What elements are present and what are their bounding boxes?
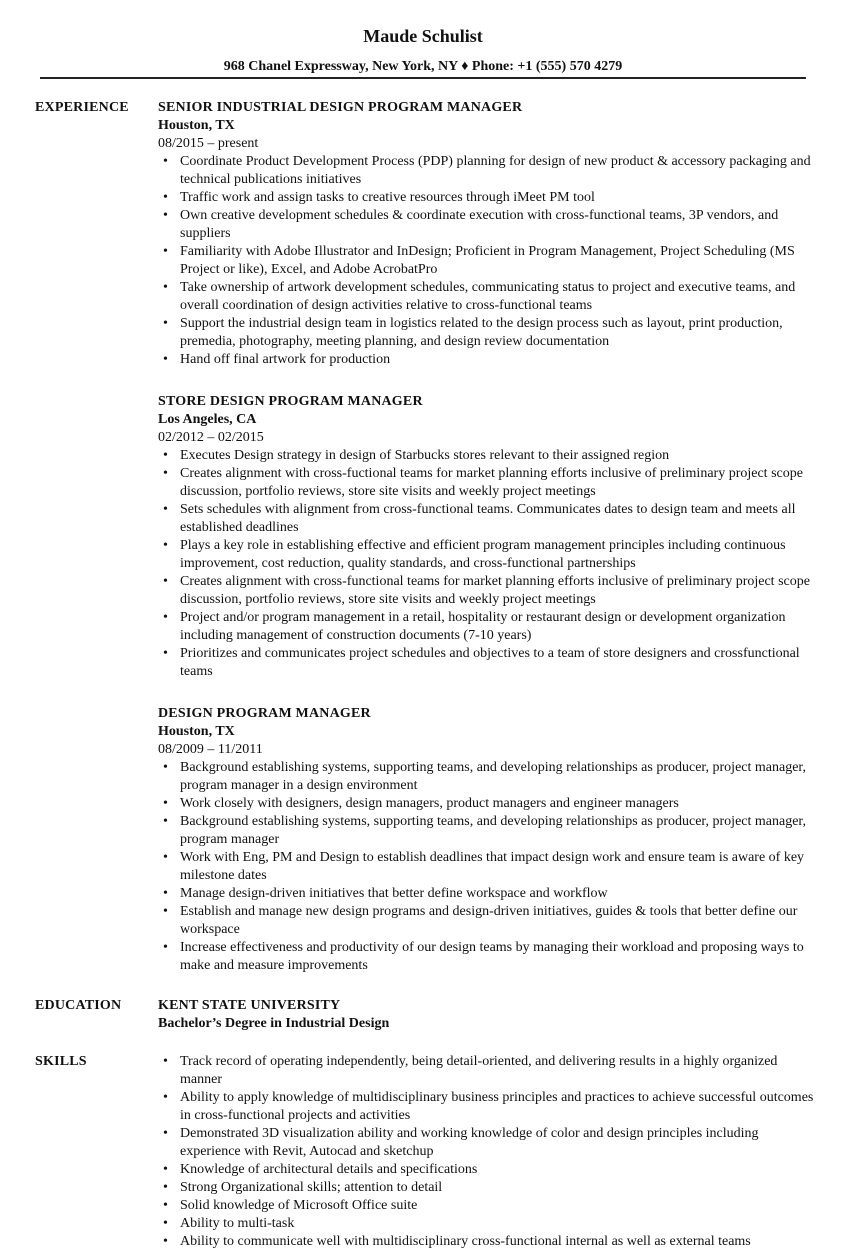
list-item: • Manage design-driven initiatives that better define workspace and workflow (180, 885, 818, 903)
skills-list-wrap (158, 1053, 818, 1251)
list-item: • Own creative development schedules & coordinate execution with cross-functional teams, 3P vendors, and suppliers (180, 207, 818, 243)
list-item: • Establish and manage new design programs and design-driven initiatives, guides & tools that better define our workspace (180, 903, 818, 939)
list-item: • Background establishing systems, supporting teams, and developing relationships as producer, project manager, program manager in a design environment (180, 759, 818, 795)
job-title: DESIGN PROGRAM MANAGER (158, 706, 371, 721)
job-dates: 02/2012 – 02/2015 (158, 430, 264, 445)
education-entry (158, 997, 818, 1033)
job-location: Houston, TX (158, 118, 235, 133)
list-item: • Creates alignment with cross-functional teams for market planning efforts inclusive of preliminary project scope discussion, portfolio reviews, store site visits and weekly project meetings (180, 573, 818, 609)
skills-list (158, 1053, 818, 1251)
list-item: • Coordinate Product Development Process (PDP) planning for design of new product & accessory packaging and technical publications initiatives (180, 153, 818, 189)
list-item: • Ability to communicate well with multidisciplinary cross-functional internal as well as external teams (180, 1233, 818, 1251)
job-location: Los Angeles, CA (158, 412, 257, 427)
contact-line: 968 Chanel Expressway, New York, NY ♦ Phone: +1 (555) 570 4279 (223, 59, 623, 74)
list-item: • Hand off final artwork for production (180, 351, 818, 369)
list-item: • Solid knowledge of Microsoft Office suite (180, 1197, 818, 1215)
list-item: • Ability to apply knowledge of multidisciplinary business principles and practices to achieve successful outcomes in cross-functional projects and activities (180, 1089, 818, 1125)
list-item: • Take ownership of artwork development schedules, communicating status to project and executive teams, and overall coordination of design activities relative to cross-functional teams (180, 279, 818, 315)
education-heading: EDUCATION (35, 998, 122, 1013)
job-entry (158, 99, 818, 369)
list-item: • Knowledge of architectural details and specifications (180, 1161, 818, 1179)
list-item: • Traffic work and assign tasks to creative resources through iMeet PM tool (180, 189, 818, 207)
list-item: • Prioritizes and communicates project schedules and objectives to a team of store designers and crossfunctional teams (180, 645, 818, 681)
job-dates: 08/2015 – present (158, 136, 259, 151)
job-bullets (158, 447, 818, 681)
experience-list (158, 99, 818, 999)
job-bullets (158, 759, 818, 975)
list-item: • Familiarity with Adobe Illustrator and InDesign; Proficient in Program Management, Project Scheduling (MS Project or like), Excel, and Adobe AcrobatPro (180, 243, 818, 279)
job-location: Houston, TX (158, 724, 235, 739)
header-divider (40, 77, 806, 79)
list-item: • Creates alignment with cross-fuctional teams for market planning efforts inclusive of preliminary project scope discussion, portfolio reviews, store site visits and weekly project meetings (180, 465, 818, 501)
job-title: STORE DESIGN PROGRAM MANAGER (158, 394, 423, 409)
list-item: • Work with Eng, PM and Design to establish deadlines that impact design work and ensure team is aware of key milestone dates (180, 849, 818, 885)
list-item: • Support the industrial design team in logistics related to the design process such as layout, print production, premedia, photography, meeting planning, and design review documentation (180, 315, 818, 351)
list-item: • Background establishing systems, supporting teams, and developing relationships as producer, project manager, program manager (180, 813, 818, 849)
degree-name: Bachelor’s Degree in Industrial Design (158, 1016, 390, 1031)
list-item: • Increase effectiveness and productivity of our design teams by managing their workload and proposing ways to make and measure improvements (180, 939, 818, 975)
skills-heading: SKILLS (35, 1054, 87, 1069)
list-item: • Ability to multi-task (180, 1215, 818, 1233)
job-entry (158, 705, 818, 975)
list-item: • Strong Organizational skills; attention to detail (180, 1179, 818, 1197)
list-item: • Work closely with designers, design managers, product managers and engineer managers (180, 795, 818, 813)
experience-heading: EXPERIENCE (35, 100, 129, 115)
list-item: • Project and/or program management in a retail, hospitality or restaurant design or development organization including management of construction documents (7-10 years) (180, 609, 818, 645)
list-item: • Sets schedules with alignment from cross-functional teams. Communicates dates to design team and meets all established deadlines (180, 501, 818, 537)
job-entry (158, 393, 818, 681)
resume-name: Maude Schulist (363, 26, 483, 46)
list-item: • Plays a key role in establishing effective and efficient program management principles including continuous improvement, cost reduction, quality standards, and cross-functional partnerships (180, 537, 818, 573)
job-title: SENIOR INDUSTRIAL DESIGN PROGRAM MANAGER (158, 100, 523, 115)
job-bullets (158, 153, 818, 369)
job-dates: 08/2009 – 11/2011 (158, 742, 263, 757)
school-name: KENT STATE UNIVERSITY (158, 998, 341, 1013)
list-item: • Track record of operating independently, being detail-oriented, and delivering results in a highly organized manner (180, 1053, 818, 1089)
list-item: • Executes Design strategy in design of Starbucks stores relevant to their assigned region (180, 447, 818, 465)
list-item: • Demonstrated 3D visualization ability and working knowledge of color and design principles including experience with Revit, Autocad and sketchup (180, 1125, 818, 1161)
